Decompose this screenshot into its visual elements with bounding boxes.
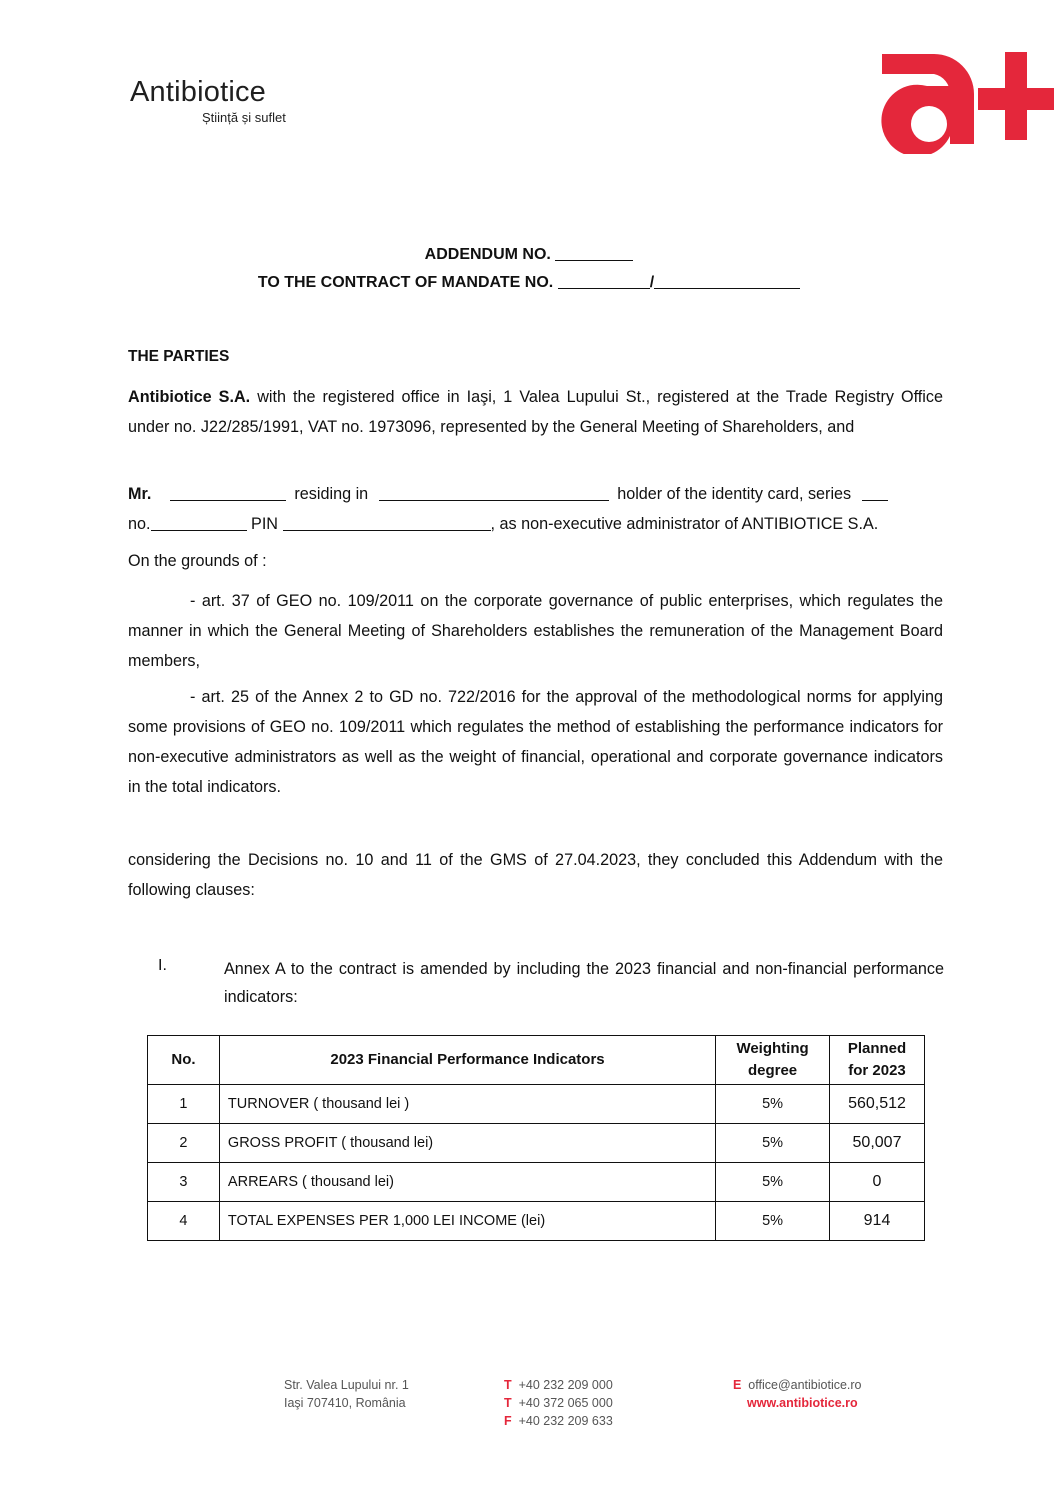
row-no: 2 — [148, 1124, 220, 1163]
performance-indicators-table — [147, 1035, 925, 1241]
name-blank — [170, 484, 286, 501]
row-planned: 914 — [830, 1202, 925, 1241]
row-weight: 5% — [716, 1124, 830, 1163]
row-no: 4 — [148, 1202, 220, 1241]
addendum-label: ADDENDUM NO. — [424, 246, 551, 263]
brand-name: Antibiotice — [130, 76, 266, 108]
table-header-row — [148, 1036, 925, 1085]
phone-label-2: T — [504, 1396, 512, 1410]
row-indicator: TOTAL EXPENSES PER 1,000 LEI INCOME (lei) — [219, 1202, 715, 1241]
no-label: no. — [128, 515, 151, 533]
row-no: 3 — [148, 1163, 220, 1202]
administrator-paragraph — [128, 479, 943, 539]
phone-1: +40 232 209 000 — [518, 1378, 613, 1392]
row-planned: 50,007 — [830, 1124, 925, 1163]
contract-label: TO THE CONTRACT OF MANDATE NO. — [257, 274, 554, 291]
pin-blank — [283, 514, 491, 531]
row-indicator: ARREARS ( thousand lei) — [219, 1163, 715, 1202]
header-weight: Weighting degree — [716, 1036, 830, 1085]
residing-label: residing in — [294, 485, 369, 503]
header-indicator: 2023 Financial Performance Indicators — [219, 1036, 715, 1085]
considering-paragraph: considering the Decisions no. 10 and 11 of the GMS of 27.04.2023, they concluded this Addendum with the following clauses: — [128, 851, 943, 899]
email-link[interactable]: office@antibiotice.ro — [748, 1378, 862, 1392]
series-blank — [862, 484, 888, 501]
phone-2: +40 372 065 000 — [518, 1396, 613, 1410]
header-no: No. — [148, 1036, 220, 1085]
footer-contact — [733, 1376, 862, 1412]
row-indicator: TURNOVER ( thousand lei ) — [219, 1085, 715, 1124]
table-row — [148, 1163, 925, 1202]
holder-label: holder of the identity card, series — [617, 485, 852, 503]
fax-label: F — [504, 1414, 512, 1428]
row-planned: 0 — [830, 1163, 925, 1202]
website-link[interactable]: www.antibiotice.ro — [747, 1396, 858, 1410]
table-row — [148, 1124, 925, 1163]
contract-date-blank — [654, 272, 800, 289]
table-row — [148, 1202, 925, 1241]
clause-text: Annex A to the contract is amended by including the 2023 financial and non-financial performance indicators: — [224, 960, 944, 1006]
company-name: Antibiotice S.A. — [128, 388, 251, 406]
contract-title — [0, 272, 1058, 292]
row-weight: 5% — [716, 1163, 830, 1202]
row-planned: 560,512 — [830, 1085, 925, 1124]
row-no: 1 — [148, 1085, 220, 1124]
table-row — [148, 1085, 925, 1124]
address-line-2: Iaşi 707410, România — [284, 1396, 406, 1410]
contract-separator: / — [649, 274, 655, 291]
a-plus-logo-icon — [872, 44, 1054, 154]
row-weight: 5% — [716, 1202, 830, 1241]
header-planned: Planned for 2023 — [830, 1036, 925, 1085]
address-line-1: Str. Valea Lupului nr. 1 — [284, 1378, 409, 1392]
clause-number: I. — [158, 957, 167, 974]
mr-label: Mr. — [128, 485, 152, 503]
contract-number-blank — [558, 272, 650, 289]
grounds-item-1: - art. 37 of GEO no. 109/2011 on the corporate governance of public enterprises, which regulates the manner in which the General Meeting of Shareholders establishes the remuneration of the Management Board members, — [128, 592, 943, 670]
footer-phones — [504, 1376, 613, 1430]
company-text: with the registered office in Iaşi, 1 Valea Lupului St., registered at the Trade Registry Office under no. J22/285/1991, VAT no. 1973096, represented by the General Meeting of Shareholders, and — [128, 388, 943, 436]
brand-tagline: Știință și suflet — [202, 110, 286, 125]
footer-address — [284, 1376, 409, 1412]
addendum-title — [0, 244, 1058, 264]
grounds-intro: On the grounds of : — [128, 552, 267, 570]
phone-label-1: T — [504, 1378, 512, 1392]
grounds-item-2: - art. 25 of the Annex 2 to GD no. 722/2016 for the approval of the methodological norms for applying some provisions of GEO no. 109/2011 which regulates the method of establishing the performance indicators for non-executive administrators as well as the weight of financial, operational and corporate governance indicators in the total indicators. — [128, 688, 943, 796]
role-text: , as non-executive administrator of ANTIBIOTICE S.A. — [490, 515, 879, 533]
parties-heading: THE PARTIES — [128, 348, 230, 365]
row-weight: 5% — [716, 1085, 830, 1124]
pin-label: PIN — [251, 515, 279, 533]
residence-blank — [379, 484, 609, 501]
id-number-blank — [151, 514, 247, 531]
email-label: E — [733, 1378, 742, 1392]
addendum-number-blank — [555, 244, 633, 261]
row-indicator: GROSS PROFIT ( thousand lei) — [219, 1124, 715, 1163]
company-paragraph — [128, 382, 943, 442]
fax-number: +40 232 209 633 — [518, 1414, 613, 1428]
